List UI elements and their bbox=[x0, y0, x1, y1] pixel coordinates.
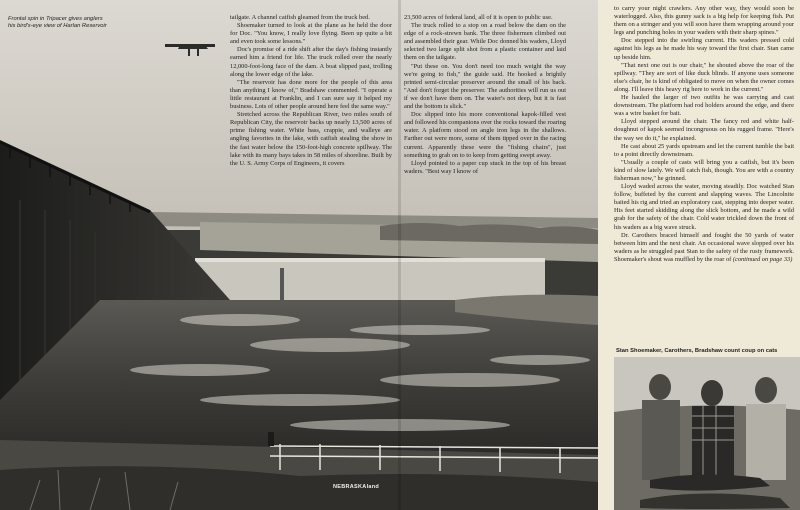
paragraph: Doc stepped into the swirling current. His waders pressed cold against his legs as he made his way toward the first chair. Stan came up beside him. bbox=[614, 37, 794, 61]
paragraph: tailgate. A channel catfish gleamed from the truck bed. bbox=[230, 14, 370, 21]
paragraph: He hauled the larger of two outfits he was carrying and cast downstream. The platform had rod holders around the edge, and there was a wire basket for bait. bbox=[614, 94, 794, 118]
folio: NEBRASKAland bbox=[333, 484, 380, 490]
paragraph: Lloyd stepped around the chair. The fancy red and white half-doughnut of kapok seemed incongruous on his rugged frame. "Here's the way we do it," he explained. bbox=[614, 118, 794, 142]
paragraph: "Put these on. You don't need too much weight the way we're going to fish," the guide said. He hooked a brightly printed semi-circular preserver around the small of his back. "And don't forget the preserver. The authorities will run us out if we don't have them on. The water's not deep, but it is fast and the bottom is slick." bbox=[404, 62, 566, 111]
paragraph: He cast about 25 yards upstream and let the current tumble the bait to a point directly downstream. bbox=[614, 142, 794, 158]
article-column-1 bbox=[230, 14, 392, 222]
paragraph: "The reservoir has done more for the people of this area than anything I know of," Bradshaw commented. "I operate a little restaurant at Franklin, and I can sure say it helped my business. Lots of other people around here feel the same way." bbox=[230, 78, 392, 111]
paragraph: Lloyd waded across the water, moving steadily. Doc watched Stan follow, buffeted by the current and slapping waves. The Lincolnite baited his rig and tried an exploratory cast, stepping into deeper water. His feet started skidding along the slick bottom, and he made a wild grab for the safety of the chair. Cold water trickled down the front of his waders as a big wave struck. bbox=[614, 183, 794, 231]
article-column-2 bbox=[404, 14, 566, 214]
continued-note: (continued on page 33) bbox=[731, 255, 793, 263]
anglers-caption: Stan Shoemaker, Carothers, Bradshaw count coup on cats bbox=[616, 348, 778, 354]
photo-caption bbox=[8, 16, 128, 30]
photo-caption-line2: his bird's-eye view of Harlan Reservoir bbox=[8, 23, 107, 29]
paragraph: Doc slipped into his more conventional kapok-filled vest and followed his companions over the rocks toward the roaring water. A platform stood on angle iron legs in the shallows. Farther out were more, some of them tipped over in the racing current. Apparently these were the "fishing chairs", just something to grab on to to keep from getting swept away. bbox=[404, 111, 566, 159]
paragraph: "Usually a couple of casts will bring you a catfish, but it's been kind of slow lately. We will catch fish, though. You are with a country fisherman now," he grinned. bbox=[614, 158, 794, 182]
paragraph: to carry your night crawlers. Any other way, they would soon be waterlogged. Also, this gunny sack is a big help for keeping fish. Put them on a stringer and you will soon have them wrapping around your legs and punching holes in your waders with their sharp spines." bbox=[614, 5, 794, 37]
paragraph: Dr. Carothers braced himself and fought the 50 yards of water between him and the next chair. An occasional wave slopped over his waders as he struggled past Stan to the safety of the rusty framework. Shoemaker's shout was muffled by the roar of (continued on page 33) bbox=[614, 231, 794, 263]
article-column-3 bbox=[614, 5, 794, 345]
paragraph: The truck rolled to a stop on a road below the dam on the edge of a rock-strewn bank. The three fishermen climbed out and assembled their gear. While Doc donned his waders, Lloyd selected two large split shot from a plastic container and laid them on the tailgate. bbox=[404, 22, 566, 62]
paragraph: Shoemaker turned to look at the plane as he held the door for Doc. "You know, I really love flying. Been up quite a bit and even took some lessons." bbox=[230, 22, 392, 46]
photo-caption-line1: Frontal spin in Tripacer gives anglers bbox=[8, 16, 103, 22]
paragraph: "That next one out is our chair," he shouted above the roar of the spillway. "They are sort of like duck blinds. If anyone uses someone else's chair, he is kind of obligated to move on when the owner comes along. I'll leave this heavy rig here to work in the current." bbox=[614, 61, 794, 93]
paragraph: Stretched across the Republican River, two miles south of Republican City, the reservoir backs up nearly 13,500 acres of prime fishing water. White bass, crappie, and walleye are angling favorites in the lake, with catfish stealing the show in the fast water below the 150-foot-high concrete spillway. The lake with its many bays takes in 58 miles of shoreline. Built by the U. S. Army Corps of Engineers, it covers bbox=[230, 111, 392, 167]
paragraph: 23,500 acres of federal land, all of it is open to public use. bbox=[404, 14, 553, 21]
paragraph: Doc's promise of a ride shift after the day's fishing instantly earned him a friend for life. The truck rolled over the nearly 12,000-foot-long face of the dam. A boat slipped past, trolling along the lower edge of the lake. bbox=[230, 46, 392, 78]
paragraph: Lloyd pointed to a paper cup stuck in the top of his breast waders. "Best way I know of bbox=[404, 159, 566, 175]
